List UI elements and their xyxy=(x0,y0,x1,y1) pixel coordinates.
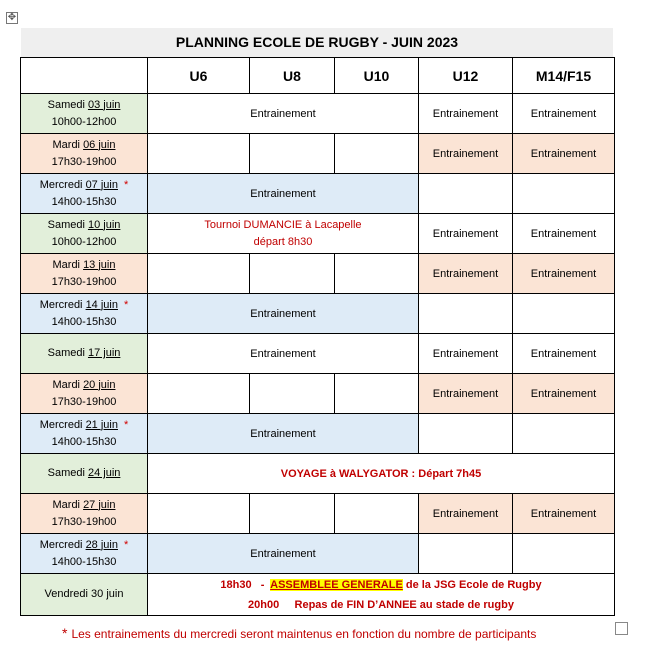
empty-cell xyxy=(335,254,419,294)
training-cell: Entrainement xyxy=(513,494,615,534)
training-cell: Entrainement xyxy=(419,214,513,254)
empty-cell xyxy=(335,494,419,534)
day-date: 21 juin xyxy=(85,418,118,431)
day-cell xyxy=(21,214,148,254)
table-row xyxy=(21,374,615,414)
header-u6: U6 xyxy=(148,58,250,94)
empty-cell xyxy=(148,494,250,534)
empty-cell xyxy=(148,374,250,414)
day-time: 10h00-12h00 xyxy=(51,235,117,248)
day-cell xyxy=(21,454,148,494)
training-cell: Entrainement xyxy=(419,254,513,294)
training-cell: Entrainement xyxy=(513,214,615,254)
empty-cell xyxy=(250,494,335,534)
day-time: 17h30-19h00 xyxy=(51,515,117,528)
training-cell: Entrainement xyxy=(513,334,615,374)
table-row xyxy=(21,94,615,134)
day-date: 14 juin xyxy=(85,298,118,311)
trip-cell: VOYAGE à WALYGATOR : Départ 7h45 xyxy=(148,454,615,494)
day-time: 14h00-15h30 xyxy=(51,435,117,448)
table-row xyxy=(21,574,615,616)
training-cell-editing[interactable]: Entrainement xyxy=(148,414,419,454)
training-cell: Entrainement xyxy=(419,334,513,374)
day-name: Samedi xyxy=(47,347,88,359)
day-name: Samedi xyxy=(47,98,88,111)
table-row xyxy=(21,174,615,214)
day-name: Mercredi xyxy=(39,178,86,191)
asterisk-icon: * xyxy=(62,625,68,641)
table-resize-handle-icon[interactable] xyxy=(615,622,628,635)
day-date: 03 juin xyxy=(87,98,121,111)
day-date: 17 juin xyxy=(87,347,121,359)
table-row xyxy=(21,134,615,174)
training-cell: Entrainement xyxy=(148,94,419,134)
day-time: 14h00-15h30 xyxy=(51,195,117,208)
table-row xyxy=(21,454,615,494)
training-cell: Entrainement xyxy=(419,494,513,534)
day-cell xyxy=(21,294,148,334)
day-name: Mercredi xyxy=(39,418,86,431)
header-row xyxy=(21,58,615,94)
asterisk-icon: * xyxy=(123,298,129,311)
day-cell xyxy=(21,174,148,214)
empty-cell xyxy=(419,534,513,574)
day-cell xyxy=(21,494,148,534)
empty-cell xyxy=(148,254,250,294)
day-name: Mercredi xyxy=(39,298,86,311)
day-name: Mardi xyxy=(52,138,84,151)
table-row xyxy=(21,214,615,254)
empty-cell xyxy=(148,134,250,174)
header-corner xyxy=(21,58,148,94)
footnote xyxy=(62,625,536,641)
training-cell: Entrainement xyxy=(513,94,615,134)
empty-cell xyxy=(513,294,615,334)
empty-cell xyxy=(335,134,419,174)
table-row xyxy=(21,254,615,294)
day-cell xyxy=(21,254,148,294)
training-cell: Entrainement xyxy=(513,254,615,294)
day-date: 28 juin xyxy=(85,538,118,551)
page-title: PLANNING ECOLE DE RUGBY - JUIN 2023 xyxy=(21,28,613,57)
day-cell: Vendredi 30 juin xyxy=(21,574,148,616)
training-cell: Entrainement xyxy=(148,334,419,374)
day-time: 14h00-15h30 xyxy=(51,555,117,568)
day-time: 14h00-15h30 xyxy=(51,315,117,328)
header-m14-f15: M14/F15 xyxy=(513,58,615,94)
day-cell xyxy=(21,134,148,174)
empty-cell xyxy=(250,254,335,294)
table-row xyxy=(21,414,615,454)
table-row xyxy=(21,294,615,334)
table-row xyxy=(21,534,615,574)
empty-cell xyxy=(513,174,615,214)
day-name: Mercredi xyxy=(39,538,86,551)
day-date: 06 juin xyxy=(83,138,116,151)
tournament-cell xyxy=(148,214,419,254)
asterisk-icon: * xyxy=(123,178,129,191)
day-date: 13 juin xyxy=(83,258,116,271)
footnote-text: Les entrainements du mercredi seront maintenus en fonction du nombre de participants xyxy=(71,627,537,641)
day-cell xyxy=(21,414,148,454)
day-cell xyxy=(21,374,148,414)
day-name: Mardi xyxy=(52,378,84,391)
day-date: 10 juin xyxy=(87,218,121,231)
training-cell: Entrainement xyxy=(419,94,513,134)
header-u8: U8 xyxy=(250,58,335,94)
header-u10: U10 xyxy=(335,58,419,94)
asterisk-icon: * xyxy=(123,418,129,431)
training-cell: Entrainement xyxy=(419,134,513,174)
tournament-departure: départ 8h30 xyxy=(253,235,313,248)
day-name: Mardi xyxy=(52,258,84,271)
assembly-time: 18h30 - xyxy=(220,578,271,591)
training-cell: Entrainement xyxy=(513,374,615,414)
training-cell: Entrainement xyxy=(148,534,419,574)
day-cell xyxy=(21,94,148,134)
day-time: 17h30-19h00 xyxy=(51,155,117,168)
day-name: Samedi xyxy=(47,467,88,479)
assembly-text: de la JSG Ecole de Rugby xyxy=(402,578,542,591)
table-move-handle-icon[interactable]: ✥ xyxy=(7,12,17,23)
assembly-highlight: ASSEMBLEE GENERALE xyxy=(270,578,403,591)
day-time: 10h00-12h00 xyxy=(51,115,117,128)
day-date: 07 juin xyxy=(85,178,118,191)
planning-table xyxy=(20,57,615,616)
tournament-title: Tournoi DUMANCIE à Lacapelle xyxy=(204,218,362,231)
day-cell xyxy=(21,534,148,574)
empty-cell xyxy=(250,374,335,414)
empty-cell xyxy=(513,414,615,454)
empty-cell xyxy=(419,174,513,214)
training-cell: Entrainement xyxy=(513,134,615,174)
empty-cell xyxy=(419,414,513,454)
training-cell: Entrainement xyxy=(148,174,419,214)
end-of-year-dinner: 20h00 Repas de FIN D’ANNEE au stade de rugby xyxy=(248,598,514,611)
day-cell xyxy=(21,334,148,374)
asterisk-icon: * xyxy=(123,538,129,551)
empty-cell xyxy=(250,134,335,174)
day-name: Samedi xyxy=(47,218,88,231)
header-u12: U12 xyxy=(419,58,513,94)
day-date: 20 juin xyxy=(83,378,116,391)
empty-cell xyxy=(513,534,615,574)
day-date: 24 juin xyxy=(87,467,121,479)
table-row xyxy=(21,334,615,374)
empty-cell xyxy=(419,294,513,334)
empty-cell xyxy=(335,374,419,414)
day-time: 17h30-19h00 xyxy=(51,275,117,288)
day-name: Mardi xyxy=(52,498,84,511)
general-assembly-cell xyxy=(148,574,615,616)
table-row xyxy=(21,494,615,534)
training-cell: Entrainement xyxy=(419,374,513,414)
day-date: 27 juin xyxy=(83,498,116,511)
day-time: 17h30-19h00 xyxy=(51,395,117,408)
training-cell: Entrainement xyxy=(148,294,419,334)
